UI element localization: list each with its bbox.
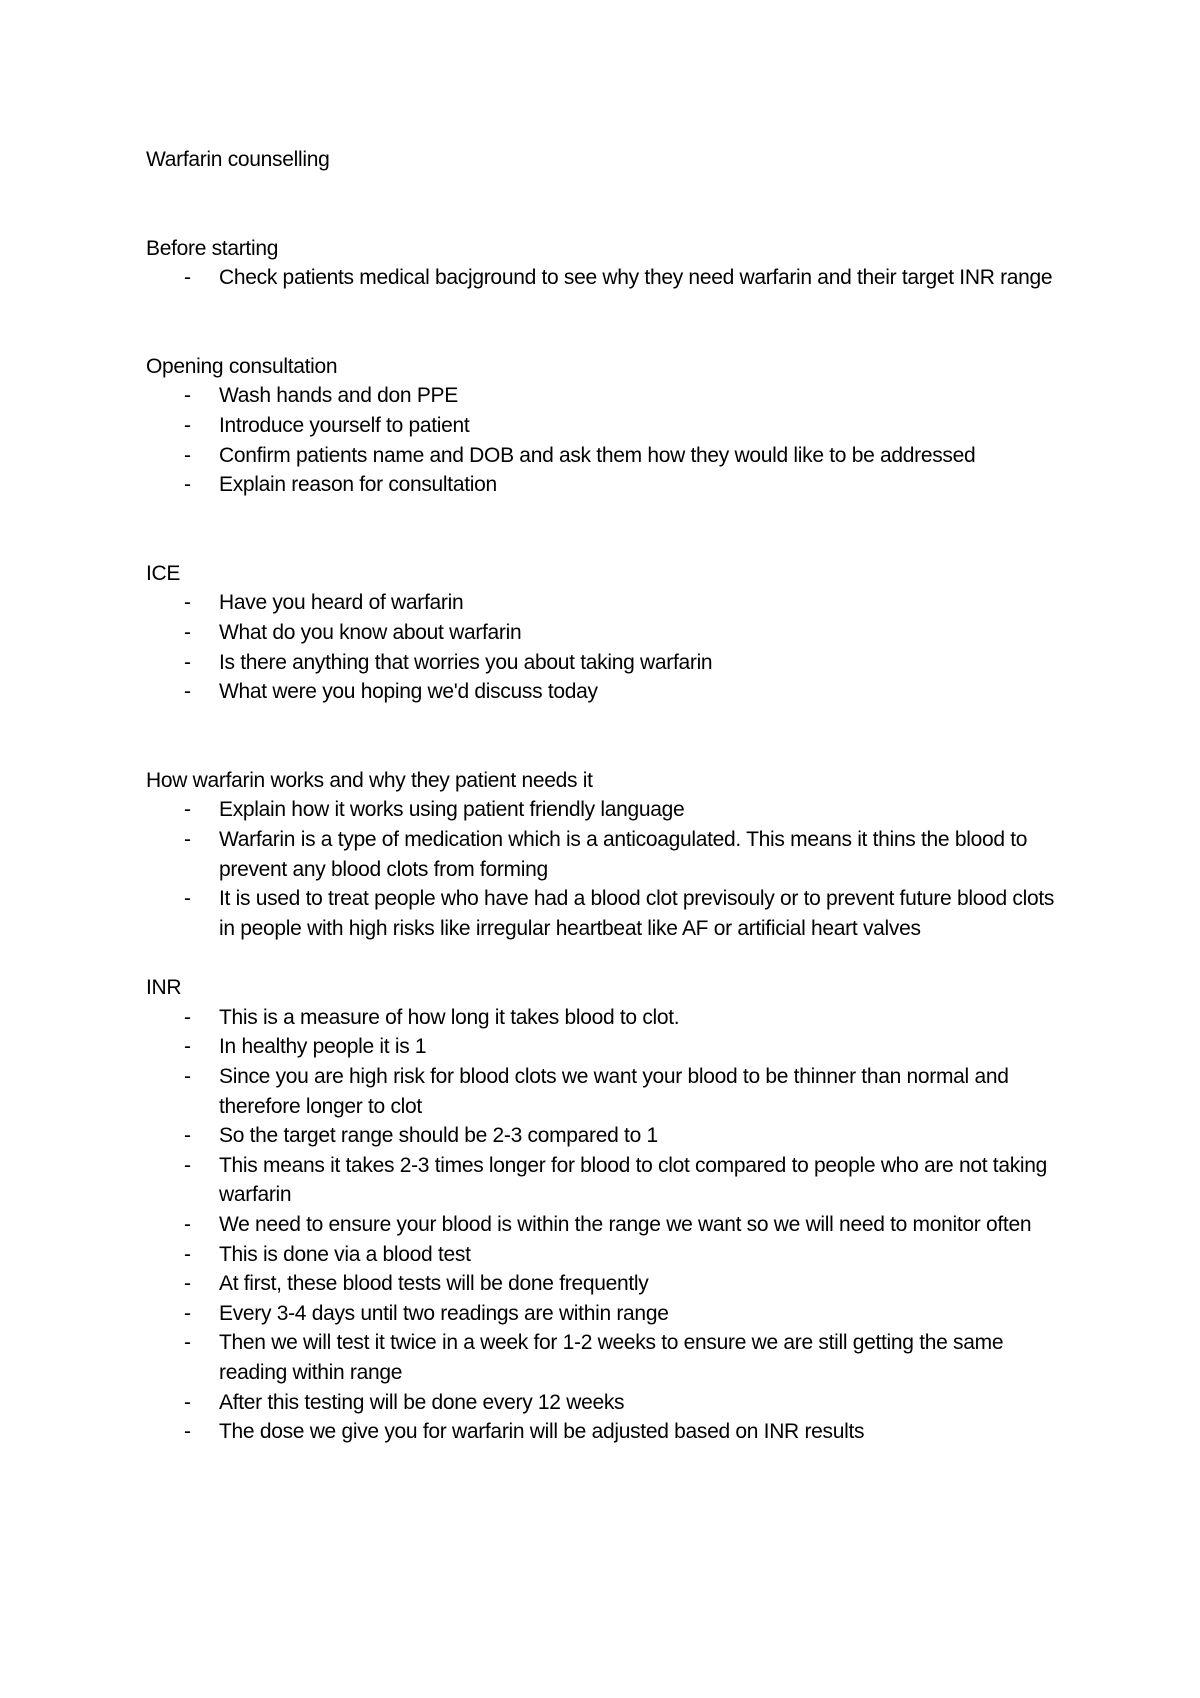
list-item (146, 1299, 1066, 1329)
document-body (146, 145, 1066, 1447)
list-item-text: It is used to treat people who have had a blood clot previsouly or to prevent future blood clots in people with high risks like irregular heartbeat like AF or artificial heart valves (219, 887, 1055, 940)
dash-bullet: - (184, 266, 191, 290)
dash-bullet: - (184, 443, 191, 467)
dash-bullet: - (184, 413, 191, 437)
list-item-text: Every 3-4 days until two readings are within range (219, 1301, 669, 1325)
list-item (146, 263, 1066, 293)
list-item-text: This means it takes 2-3 times longer for blood to clot compared to people who are not taking warfarin (219, 1153, 1048, 1207)
dash-bullet: - (184, 591, 191, 615)
dash-bullet: - (184, 1301, 191, 1325)
section-how-warfarin-works (146, 766, 1066, 944)
list-item (146, 1121, 1066, 1151)
bullet-list (146, 381, 1066, 499)
list-item-text: Explain reason for consultation (219, 473, 497, 497)
document-title: Warfarin counselling (146, 148, 330, 171)
list-item-text: In healthy people it is 1 (219, 1035, 427, 1059)
list-item-text: Warfarin is a type of medication which is a anticoagulated. This means it thins the blood to prevent any blood clots from forming (219, 827, 1028, 881)
dash-bullet: - (184, 1272, 191, 1296)
list-item-text: Check patients medical bacjground to see why they need warfarin and their target INR range (219, 266, 1053, 290)
list-item (146, 470, 1066, 500)
list-item-text: We need to ensure your blood is within the range we want so we will need to monitor often (219, 1213, 1032, 1237)
section-before-starting (146, 234, 1066, 293)
bullet-list (146, 795, 1066, 943)
bullet-list (146, 1003, 1066, 1447)
list-item (146, 381, 1066, 411)
list-item (146, 1062, 1066, 1121)
list-item-text: This is done via a blood test (219, 1242, 471, 1266)
dash-bullet: - (184, 827, 191, 851)
list-item (146, 1240, 1066, 1270)
list-item-text: After this testing will be done every 12 weeks (219, 1390, 625, 1414)
list-item (146, 588, 1066, 618)
dash-bullet: - (184, 887, 191, 911)
list-item (146, 1328, 1066, 1387)
list-item-text: Explain how it works using patient friendly language (219, 798, 685, 822)
dash-bullet: - (184, 1124, 191, 1148)
dash-bullet: - (184, 620, 191, 644)
dash-bullet: - (184, 1331, 191, 1355)
list-item (146, 1032, 1066, 1062)
list-item (146, 411, 1066, 441)
section-heading: Before starting (146, 236, 279, 260)
section-heading: How warfarin works and why they patient needs it (146, 768, 593, 792)
list-item (146, 1003, 1066, 1033)
list-item (146, 618, 1066, 648)
section-heading: Opening consultation (146, 354, 338, 378)
dash-bullet: - (184, 1242, 191, 1266)
dash-bullet: - (184, 1153, 191, 1177)
list-item-text: This is a measure of how long it takes blood to clot. (219, 1005, 680, 1029)
dash-bullet: - (184, 384, 191, 408)
spacer (146, 293, 1066, 352)
list-item (146, 1151, 1066, 1210)
list-item-text: Confirm patients name and DOB and ask them how they would like to be addressed (219, 443, 976, 467)
list-item (146, 1417, 1066, 1447)
list-item-text: The dose we give you for warfarin will be adjusted based on INR results (219, 1420, 865, 1444)
section-heading: INR (146, 976, 182, 1000)
list-item (146, 677, 1066, 707)
list-item-text: Wash hands and don PPE (219, 384, 458, 408)
spacer (146, 943, 1066, 973)
list-item-text: Since you are high risk for blood clots we want your blood to be thinner than normal and therefore longer to clot (219, 1065, 1009, 1118)
section-opening-consultation (146, 352, 1066, 500)
bullet-list (146, 588, 1066, 706)
list-item (146, 795, 1066, 825)
section-inr (146, 973, 1066, 1447)
list-item-text: At first, these blood tests will be done frequently (219, 1272, 649, 1296)
list-item-text: Then we will test it twice in a week for 1-2 weeks to ensure we are still getting the same reading within range (219, 1331, 1004, 1384)
dash-bullet: - (184, 680, 191, 704)
dash-bullet: - (184, 798, 191, 822)
bullet-list (146, 263, 1066, 293)
list-item (146, 441, 1066, 471)
list-item (146, 1269, 1066, 1299)
list-item (146, 825, 1066, 884)
list-item-text: Is there anything that worries you about taking warfarin (219, 650, 713, 674)
dash-bullet: - (184, 1420, 191, 1444)
list-item (146, 648, 1066, 678)
list-item-text: So the target range should be 2-3 compared to 1 (219, 1124, 658, 1148)
spacer (146, 707, 1066, 766)
list-item-text: Introduce yourself to patient (219, 413, 470, 437)
list-item (146, 1210, 1066, 1240)
section-heading: ICE (146, 561, 181, 585)
spacer (146, 500, 1066, 559)
dash-bullet: - (184, 650, 191, 674)
list-item-text: What were you hoping we'd discuss today (219, 680, 598, 704)
dash-bullet: - (184, 473, 191, 497)
dash-bullet: - (184, 1065, 191, 1089)
list-item-text: Have you heard of warfarin (219, 591, 464, 615)
list-item-text: What do you know about warfarin (219, 620, 522, 644)
spacer (146, 175, 1066, 234)
dash-bullet: - (184, 1213, 191, 1237)
dash-bullet: - (184, 1005, 191, 1029)
section-ice (146, 559, 1066, 707)
dash-bullet: - (184, 1035, 191, 1059)
list-item (146, 1388, 1066, 1418)
list-item (146, 884, 1066, 943)
dash-bullet: - (184, 1390, 191, 1414)
